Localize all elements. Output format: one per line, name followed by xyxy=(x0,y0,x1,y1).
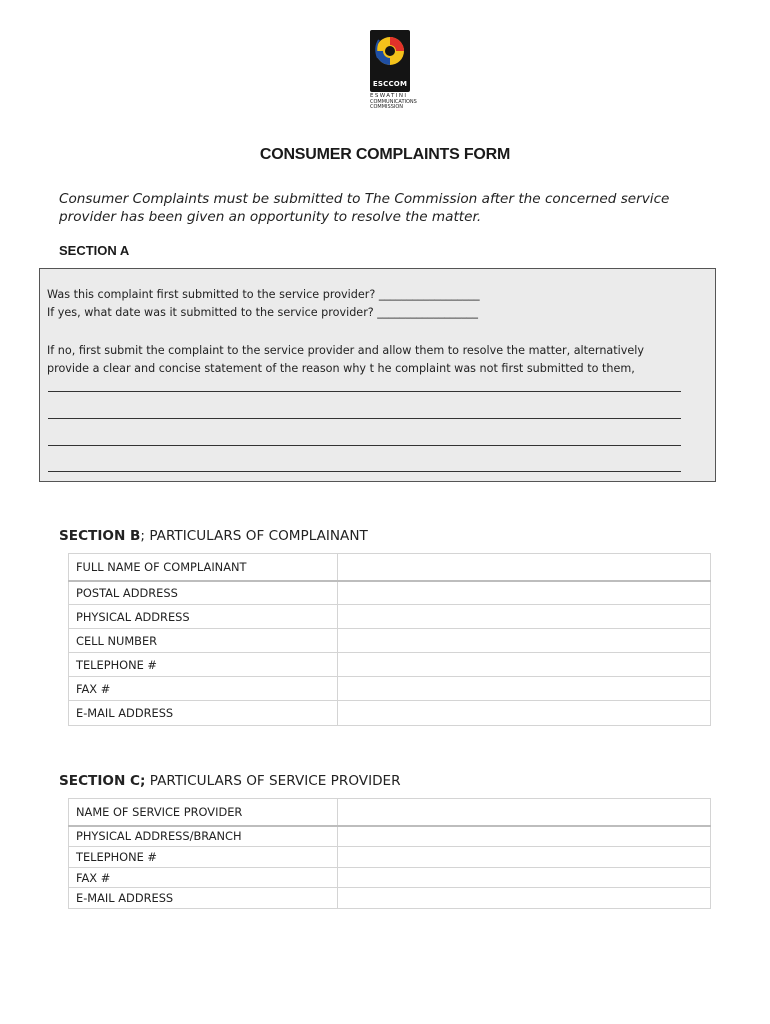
telephone-field[interactable] xyxy=(338,653,711,677)
complainant-name-field[interactable] xyxy=(338,554,711,581)
page-title: CONSUMER COMPLAINTS FORM xyxy=(259,146,511,163)
provider-email-field[interactable] xyxy=(338,888,711,909)
field-label: E-MAIL ADDRESS xyxy=(69,701,338,726)
fax-field[interactable] xyxy=(338,677,711,701)
question-submitted-first: Was this complaint first submitted to the service provider? __________________ xyxy=(47,288,480,301)
section-c-title: PARTICULARS OF SERVICE PROVIDER xyxy=(145,773,401,789)
question-submitted-date: If yes, what date was it submitted to the service provider? __________________ xyxy=(47,306,478,319)
service-provider-table xyxy=(68,798,711,909)
table-row xyxy=(69,581,711,605)
table-row xyxy=(69,799,711,826)
table-row xyxy=(69,888,711,909)
statement-answer-line[interactable] xyxy=(48,445,681,446)
table-row xyxy=(69,826,711,847)
table-row xyxy=(69,629,711,653)
table-row xyxy=(69,554,711,581)
provider-fax-field[interactable] xyxy=(338,868,711,888)
logo-sub-line: COMMUNICATIONS xyxy=(370,98,417,105)
logo-subtitle xyxy=(370,93,417,111)
esccom-logo xyxy=(370,30,417,111)
field-label: E-MAIL ADDRESS xyxy=(69,888,338,909)
section-c-heading xyxy=(59,773,401,789)
logo-emblem-icon xyxy=(370,30,410,80)
physical-address-field[interactable] xyxy=(338,605,711,629)
section-b-title: ; PARTICULARS OF COMPLAINANT xyxy=(140,528,368,544)
table-row xyxy=(69,847,711,868)
table-row xyxy=(69,701,711,726)
field-label: POSTAL ADDRESS xyxy=(69,581,338,605)
question-statement-line1: If no, first submit the complaint to the service provider and allow them to resolve the matter, alternatively xyxy=(47,344,645,357)
field-label: PHYSICAL ADDRESS xyxy=(69,605,338,629)
provider-telephone-field[interactable] xyxy=(338,847,711,868)
section-a-box xyxy=(39,268,716,482)
field-label: CELL NUMBER xyxy=(69,629,338,653)
field-label: FULL NAME OF COMPLAINANT xyxy=(69,554,338,581)
cell-number-field[interactable] xyxy=(338,629,711,653)
statement-answer-line[interactable] xyxy=(48,471,681,472)
statement-answer-line[interactable] xyxy=(48,418,681,419)
intro-text: Consumer Complaints must be submitted to The Commission after the concerned service provider has been given an opportunity to resolve the matter. xyxy=(59,191,670,225)
field-label: TELEPHONE # xyxy=(69,653,338,677)
logo-name: ESCCOM xyxy=(372,80,408,88)
postal-address-field[interactable] xyxy=(338,581,711,605)
email-field[interactable] xyxy=(338,701,711,726)
logo-sub-line: COMMISSION xyxy=(370,104,404,110)
field-label: NAME OF SERVICE PROVIDER xyxy=(69,799,338,826)
table-row xyxy=(69,605,711,629)
field-label: PHYSICAL ADDRESS/BRANCH xyxy=(69,826,338,847)
table-row xyxy=(69,677,711,701)
section-a-heading: SECTION A xyxy=(59,243,130,258)
provider-address-field[interactable] xyxy=(338,826,711,847)
field-label: FAX # xyxy=(69,868,338,888)
table-row xyxy=(69,868,711,888)
logo-mark xyxy=(370,30,410,92)
complainant-table xyxy=(68,553,711,726)
field-label: TELEPHONE # xyxy=(69,847,338,868)
statement-answer-line[interactable] xyxy=(48,391,681,392)
section-c-label: SECTION C; xyxy=(59,773,146,789)
section-b-label: SECTION B xyxy=(59,528,141,544)
question-statement-line2: provide a clear and concise statement of the reason why t he complaint was not first submitted to them, xyxy=(47,362,635,375)
provider-name-field[interactable] xyxy=(338,799,711,826)
section-b-heading xyxy=(59,528,368,544)
field-label: FAX # xyxy=(69,677,338,701)
table-row xyxy=(69,653,711,677)
logo-sub-line: ESWATINI xyxy=(370,93,408,99)
